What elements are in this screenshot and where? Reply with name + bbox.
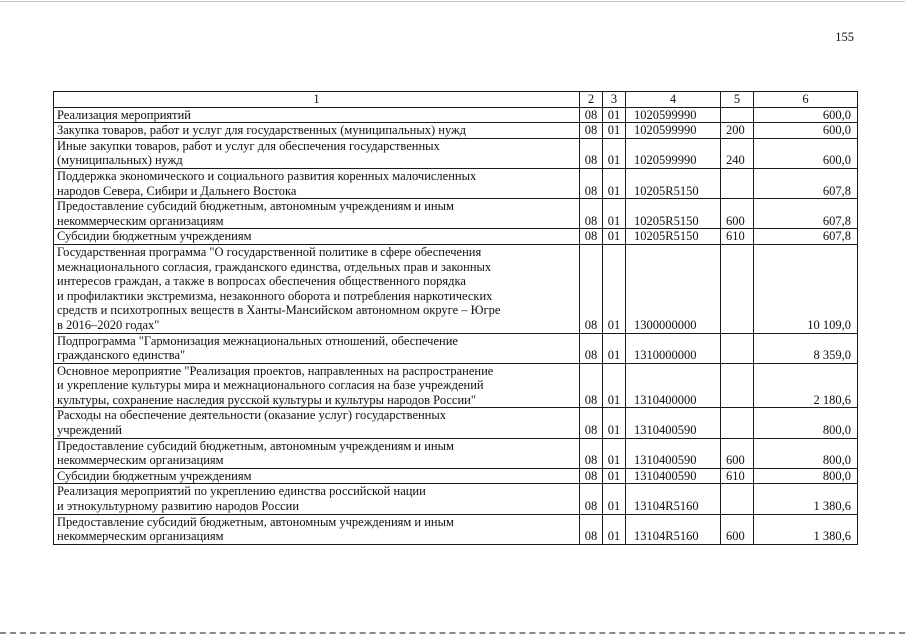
table-row [54,363,858,408]
row-name-line: учреждений [57,423,122,438]
row-name-line: Реализация мероприятий по укреплению единства российской нации [57,484,426,499]
target-article-cell: 1310400590 [626,438,721,468]
table-row [54,168,858,198]
target-article-cell: 1310400590 [626,468,721,484]
column-header: 6 [754,92,858,108]
section-code-cell: 08 [580,168,603,198]
subsection-code-cell: 01 [603,229,626,245]
target-article-cell: 1310400000 [626,363,721,408]
amount-cell: 8 359,0 [754,333,858,363]
row-name-line: народов Севера, Сибири и Дальнего Востока [57,183,297,198]
table-row [54,438,858,468]
row-name-line: Основное мероприятие "Реализация проектов, направленных на распространение [57,363,494,378]
section-code-cell: 08 [580,514,603,544]
row-name-cell [54,484,580,514]
budget-table [53,91,858,545]
amount-cell: 800,0 [754,468,858,484]
column-header: 3 [603,92,626,108]
column-header: 2 [580,92,603,108]
row-name-line: Подпрограмма "Гармонизация межнациональных отношений, обеспечение [57,333,458,348]
expense-type-cell: 240 [721,138,754,168]
target-article-cell: 1310400590 [626,408,721,438]
row-name-cell [54,408,580,438]
section-code-cell: 08 [580,229,603,245]
table-row [54,107,858,123]
row-name-line: Реализация мероприятий [57,107,191,122]
row-name-line: некоммерческим организациям [57,453,224,468]
section-code-cell: 08 [580,484,603,514]
target-article-cell: 1020599990 [626,123,721,139]
row-name-line: Субсидии бюджетным учреждениям [57,229,252,244]
subsection-code-cell: 01 [603,244,626,333]
row-name-line: Государственная программа "О государственной политике в сфере обеспечения [57,244,482,259]
subsection-code-cell: 01 [603,514,626,544]
subsection-code-cell: 01 [603,138,626,168]
amount-cell: 600,0 [754,123,858,139]
amount-cell: 10 109,0 [754,244,858,333]
row-name-cell [54,138,580,168]
row-name-cell [54,468,580,484]
expense-type-cell [721,244,754,333]
target-article-cell: 1310000000 [626,333,721,363]
row-name-line: и этнокультурному развитию народов России [57,499,300,514]
table-row [54,468,858,484]
row-name-line: и профилактики экстремизма, незаконного оборота и потребления наркотических [57,288,493,303]
expense-type-cell: 600 [721,438,754,468]
column-header: 4 [626,92,721,108]
amount-cell: 607,8 [754,229,858,245]
subsection-code-cell: 01 [603,168,626,198]
expense-type-cell [721,484,754,514]
row-name-line: некоммерческим организациям [57,529,224,544]
expense-type-cell [721,107,754,123]
amount-cell: 607,8 [754,168,858,198]
row-name-line: интересов граждан, а также в вопросах обеспечения общественного порядка [57,274,466,289]
section-code-cell: 08 [580,333,603,363]
subsection-code-cell: 01 [603,468,626,484]
expense-type-cell: 600 [721,199,754,229]
row-name-cell [54,107,580,123]
amount-cell: 800,0 [754,438,858,468]
subsection-code-cell: 01 [603,484,626,514]
subsection-code-cell: 01 [603,408,626,438]
row-name-line: Закупка товаров, работ и услуг для государственных (муниципальных) нужд [57,123,467,138]
target-article-cell: 1020599990 [626,107,721,123]
table-row [54,229,858,245]
subsection-code-cell: 01 [603,123,626,139]
row-name-line: средств и психотропных веществ в Ханты-Мансийском автономном округе – Югре [57,303,501,318]
table-row [54,199,858,229]
amount-cell: 800,0 [754,408,858,438]
column-header: 5 [721,92,754,108]
table-row [54,408,858,438]
column-header: 1 [54,92,580,108]
section-code-cell: 08 [580,199,603,229]
row-name-line: Предоставление субсидий бюджетным, автономным учреждениям и иным [57,438,454,453]
expense-type-cell: 200 [721,123,754,139]
target-article-cell: 13104R5160 [626,484,721,514]
section-code-cell: 08 [580,468,603,484]
target-article-cell: 10205R5150 [626,199,721,229]
table-row [54,123,858,139]
row-name-cell [54,168,580,198]
amount-cell: 2 180,6 [754,363,858,408]
row-name-line: Поддержка экономического и социального развития коренных малочисленных [57,168,477,183]
subsection-code-cell: 01 [603,199,626,229]
amount-cell: 600,0 [754,138,858,168]
row-name-line: Субсидии бюджетным учреждениям [57,468,252,483]
expense-type-cell [721,363,754,408]
target-article-cell: 13104R5160 [626,514,721,544]
row-name-line: культуры, сохранение наследия русской культуры и культуры народов России" [57,392,476,407]
row-name-line: Предоставление субсидий бюджетным, автономным учреждениям и иным [57,199,454,214]
section-code-cell: 08 [580,123,603,139]
row-name-line: Иные закупки товаров, работ и услуг для обеспечения государственных [57,138,440,153]
expense-type-cell [721,333,754,363]
target-article-cell: 1020599990 [626,138,721,168]
row-name-line: некоммерческим организациям [57,213,224,228]
target-article-cell: 10205R5150 [626,229,721,245]
page-number: 155 [835,30,854,44]
row-name-line: Предоставление субсидий бюджетным, автономным учреждениям и иным [57,514,454,529]
row-name-cell [54,244,580,333]
subsection-code-cell: 01 [603,333,626,363]
row-name-cell [54,199,580,229]
section-code-cell: 08 [580,138,603,168]
expense-type-cell: 600 [721,514,754,544]
subsection-code-cell: 01 [603,363,626,408]
expense-type-cell: 610 [721,468,754,484]
row-name-line: в 2016–2020 годах" [57,317,160,332]
table-row [54,333,858,363]
subsection-code-cell: 01 [603,438,626,468]
bottom-scan-edge [0,632,905,634]
amount-cell: 607,8 [754,199,858,229]
section-code-cell: 08 [580,408,603,438]
amount-cell: 1 380,6 [754,514,858,544]
target-article-cell: 10205R5150 [626,168,721,198]
expense-type-cell: 610 [721,229,754,245]
section-code-cell: 08 [580,107,603,123]
subsection-code-cell: 01 [603,107,626,123]
section-code-cell: 08 [580,363,603,408]
row-name-cell [54,514,580,544]
amount-cell: 600,0 [754,107,858,123]
row-name-line: (муниципальных) нужд [57,153,183,168]
target-article-cell: 1300000000 [626,244,721,333]
table-row [54,244,858,333]
row-name-line: и укрепление культуры мира и межнационального согласия на базе учреждений [57,378,484,393]
section-code-cell: 08 [580,244,603,333]
top-scan-edge [0,1,905,2]
section-code-cell: 08 [580,438,603,468]
row-name-cell [54,123,580,139]
expense-type-cell [721,168,754,198]
row-name-cell [54,438,580,468]
row-name-cell [54,333,580,363]
row-name-line: гражданского единства" [57,348,186,363]
table-header-row [54,92,858,108]
amount-cell: 1 380,6 [754,484,858,514]
row-name-cell [54,229,580,245]
row-name-line: межнационального согласия, гражданского единства, отдельных прав и законных [57,259,492,274]
row-name-line: Расходы на обеспечение деятельности (оказание услуг) государственных [57,408,447,423]
expense-type-cell [721,408,754,438]
table-row [54,138,858,168]
row-name-cell [54,363,580,408]
table-row [54,514,858,544]
table-row [54,484,858,514]
